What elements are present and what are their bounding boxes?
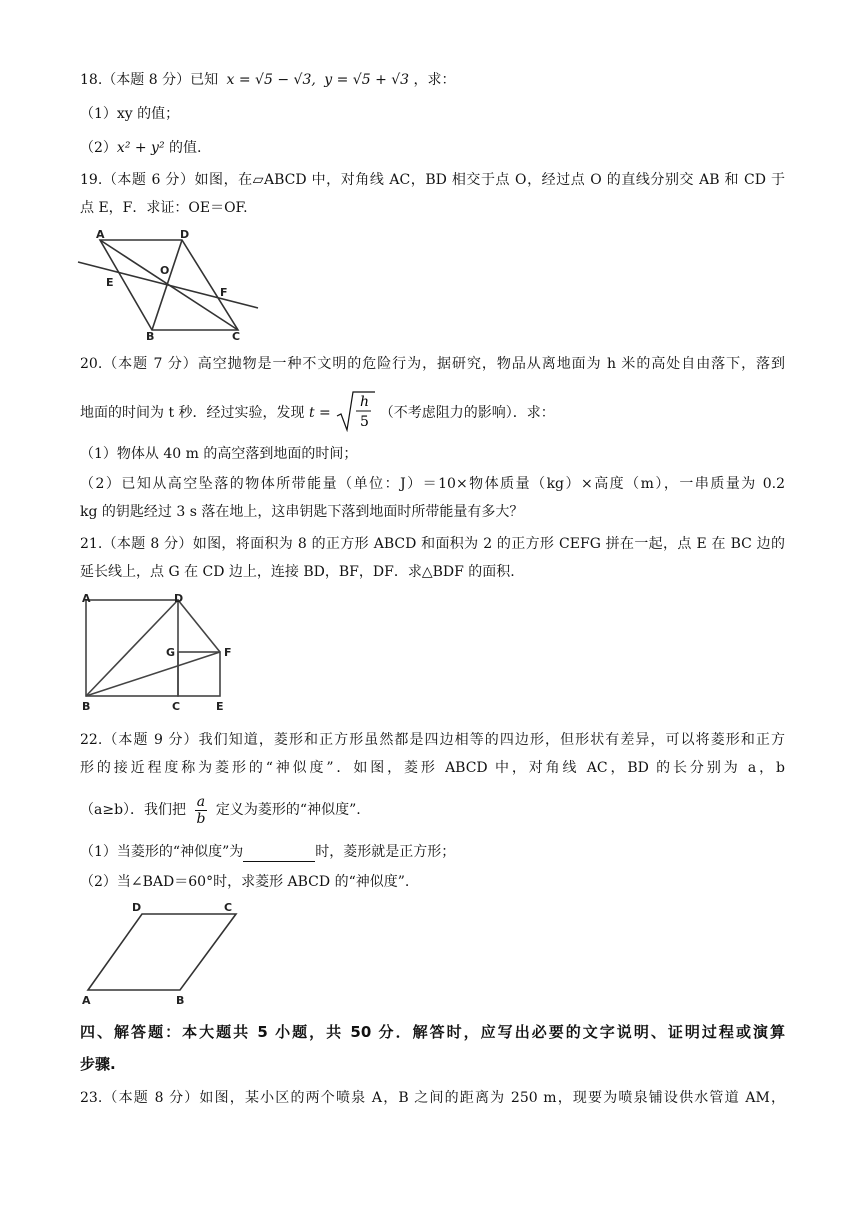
q22-label-c: C (224, 901, 233, 914)
q22-part1-prefix: （1）当菱形的“神似度”为 (80, 844, 244, 860)
q20-formula-numerator: h (360, 394, 370, 410)
q20-part2-line2: kg 的钥匙经过 3 s 落在地上，这串钥匙下落到地面时所带能量有多大？ (80, 504, 524, 520)
section4-line2: 步骤. (80, 1055, 116, 1073)
q18-x-equation: x = √5 − √3, (226, 72, 316, 88)
q22-fraction-numerator: a (195, 794, 208, 811)
q21-label-e: E (216, 700, 224, 713)
q22-label-b: B (176, 994, 185, 1007)
q22-line3-prefix: （a≥b）．我们把 (80, 802, 187, 818)
q23-line1: 23.（本题 8 分）如图，某小区的两个喷泉 A，B 之间的距离为 250 m，现要为喷泉铺设供水管道 AM， (80, 1090, 785, 1106)
q19-parallelogram-figure (76, 228, 266, 342)
q20-part1: （1）物体从 40 m 的高空落到地面的时间； (80, 446, 358, 462)
q20-formula-lhs: t = (308, 405, 331, 421)
q21-line1: 21.（本题 8 分）如图，将面积为 8 的正方形 ABCD 和面积为 2 的正方形 CEFG 拼在一起，点 E 在 BC 边的 (80, 536, 785, 552)
q21-line2: 延长线上，点 G 在 CD 边上，连接 BD，BF，DF．求△BDF 的面积. (80, 564, 515, 580)
q22-label-d: D (132, 901, 142, 914)
q20-sqrt-fraction (335, 390, 375, 432)
q19-line1: 19.（本题 6 分）如图，在▱ABCD 中，对角线 AC，BD 相交于点 O，经过点 O 的直线分别交 AB 和 CD 于 (80, 172, 785, 188)
q21-label-c: C (172, 700, 181, 713)
q19-label-a: A (96, 228, 105, 241)
q18-part2 (80, 138, 785, 158)
q18-stem (80, 70, 785, 90)
q21-label-f: F (224, 646, 232, 659)
q18-part2-expression: x² + y² (116, 140, 165, 156)
q20-line2-prefix: 地面的时间为 t 秒．经过实验，发现 (80, 405, 305, 421)
q19-label-f: F (220, 286, 228, 299)
q21-label-a: A (82, 592, 91, 605)
q21-label-b: B (82, 700, 91, 713)
q22-line1: 22.（本题 9 分）我们知道，菱形和正方形虽然都是四边相等的四边形，但形状有差异，可以将菱形和正方 (80, 732, 785, 748)
q22-fraction-denominator: b (196, 810, 206, 827)
q18-head: 18.（本题 8 分）已知 (80, 72, 219, 88)
q21-label-d: D (174, 592, 184, 605)
q20-line2 (80, 392, 785, 432)
q19-label-c: C (232, 330, 241, 342)
q22-part1-suffix: 时，菱形就是正方形； (315, 844, 456, 860)
q20-line2-suffix: （不考虑阻力的影响）．求： (379, 405, 555, 421)
q19-line2: 点 E，F．求证：OE＝OF. (80, 200, 248, 216)
q21-segment-df (178, 600, 220, 652)
q22-line2: 形的接近程度称为菱形的“神似度”．如图，菱形 ABCD 中，对角线 AC，BD 的长分别为 a，b (80, 760, 785, 776)
q21-label-g: G (166, 646, 176, 659)
q20-formula-denominator: 5 (360, 414, 370, 430)
q22-fraction (195, 794, 208, 827)
q19-label-e: E (106, 276, 114, 289)
q19-label-o: O (160, 264, 170, 277)
q22-rhombus (88, 914, 236, 990)
q18-part2-prefix: （2） (80, 140, 117, 156)
q18-part2-suffix: 的值. (164, 140, 202, 156)
q22-part1 (80, 842, 785, 862)
q18-part1: （1）xy 的值； (80, 106, 180, 122)
q22-line3 (80, 790, 785, 830)
q18-tail: ，求： (413, 72, 456, 88)
q20-line1: 20.（本题 7 分）高空抛物是一种不文明的危险行为，据研究，物品从离地面为 h 米的高处自由落下，落到 (80, 356, 785, 372)
q19-label-b: B (146, 330, 155, 342)
q20-part2-line1: （2）已知从高空坠落的物体所带能量（单位：J）＝10×物体质量（kg）×高度（m），一串质量为 0.2 (80, 476, 785, 492)
q22-answer-blank[interactable] (243, 847, 315, 862)
q18-y-equation: y = √5 + √3 (324, 72, 410, 88)
q19-label-d: D (180, 228, 190, 241)
q22-line3-suffix: 定义为菱形的“神似度”. (215, 802, 361, 818)
section4-line1: 四、解答题：本大题共 5 小题，共 50 分．解答时，应写出必要的文字说明、证明过程或演算 (80, 1023, 785, 1041)
q21-squares-figure (76, 590, 246, 716)
q22-label-a: A (82, 994, 91, 1007)
q22-part2: （2）当∠BAD＝60°时，求菱形 ABCD 的“神似度”. (80, 874, 410, 890)
q22-rhombus-figure (76, 898, 246, 1008)
